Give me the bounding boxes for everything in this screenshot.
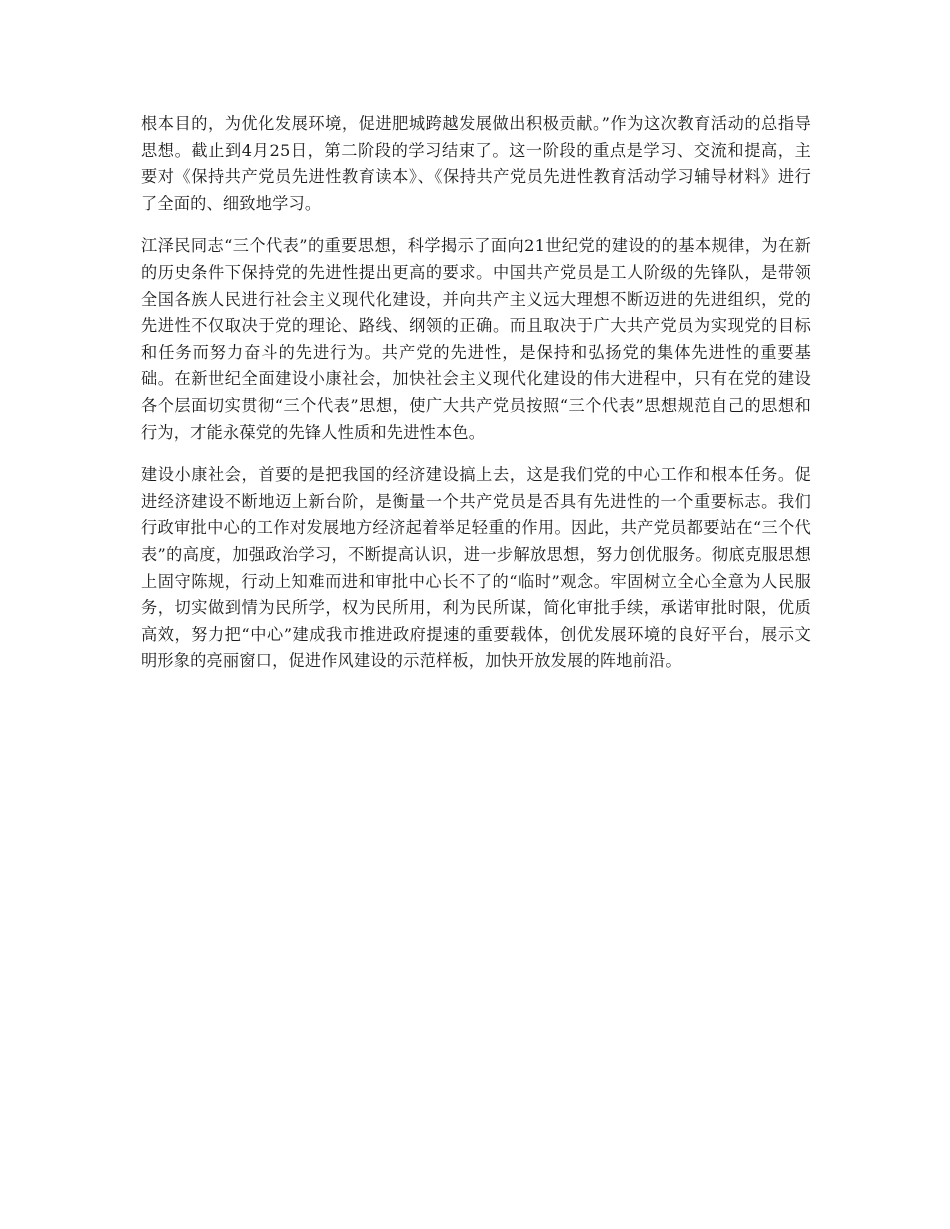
paragraph-1: 根本目的，为优化发展环境，促进肥城跨越发展做出积极贡献。”作为这次教育活动的总指导思想。截止到4月25日，第二阶段的学习结束了。这一阶段的重点是学习、交流和提高，主要对《保持共产党员先进性教育读本》、《保持共产党员先进性教育活动学习辅导材料》进行了全面的、细致地学习。 xyxy=(141,114,811,213)
paragraph-3: 建设小康社会，首要的是把我国的经济建设搞上去，这是我们党的中心工作和根本任务。促进经济建设不断地迈上新台阶，是衡量一个共产党员是否具有先进性的一个重要标志。我们行政审批中心的工作对发展地方经济起着举足轻重的作用。因此，共产党员都要站在“三个代表”的高度，加强政治学习，不断提高认识，进一步解放思想，努力创优服务。彻底克服思想上固守陈规，行动上知难而进和审批中心长不了的“临时”观念。牢固树立全心全意为人民服务，切实做到情为民所学，权为民所用，利为民所谋，简化审批手续，承诺审批时限，优质高效，努力把“中心”建成我市推进政府提速的重要载体，创优发展环境的良好平台，展示文明形象的亮丽窗口，促进作风建设的示范样板，加快开放发展的阵地前沿。 xyxy=(141,465,811,671)
document-body xyxy=(141,111,811,691)
paragraph-2: 江泽民同志“三个代表”的重要思想，科学揭示了面向21世纪党的建设的的基本规律，为在新的历史条件下保持党的先进性提出更高的要求。中国共产党员是工人阶级的先锋队，是带领全国各族人民进行社会主义现代化建设，并向共产主义远大理想不断迈进的先进组织，党的先进性不仅取决于党的理论、路线、纲领的正确。而且取决于广大共产党员为实现党的目标和任务而努力奋斗的先进行为。共产党的先进性，是保持和弘扬党的集体先进性的重要基础。在新世纪全面建设小康社会，加快社会主义现代化建设的伟大进程中，只有在党的建设各个层面切实贯彻“三个代表”思想，使广大共产党员按照“三个代表”思想规范自己的思想和行为，才能永葆党的先锋人性质和先进性本色。 xyxy=(141,236,811,442)
